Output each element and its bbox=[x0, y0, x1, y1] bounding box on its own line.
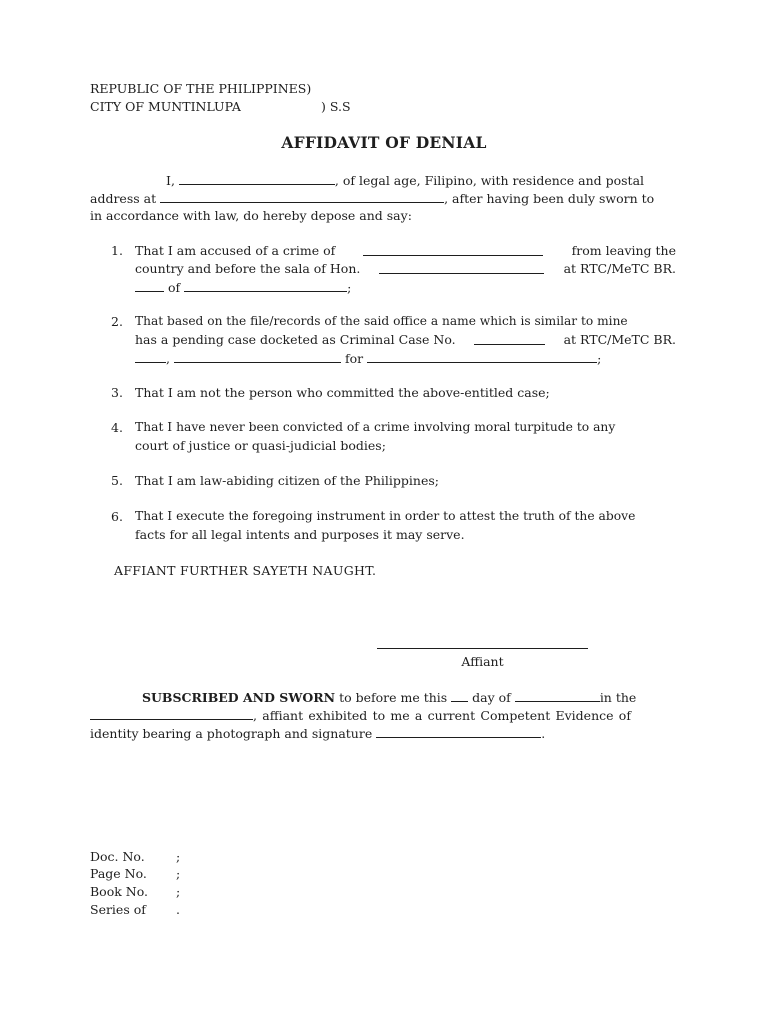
document-title: AFFIDAVIT OF DENIAL bbox=[281, 133, 487, 152]
notarial-punct: ; bbox=[176, 866, 181, 881]
item-text: , bbox=[166, 351, 170, 366]
item-number: 5. bbox=[111, 473, 123, 488]
notarial-label: Page No. bbox=[90, 866, 147, 881]
judge-name-blank[interactable] bbox=[379, 260, 544, 274]
notarial-label: Doc. No. bbox=[90, 849, 145, 864]
item-1-line-1 bbox=[135, 242, 676, 260]
location-blank[interactable] bbox=[174, 349, 341, 363]
item-3-line-1: That I am not the person who committed the above-entitled case; bbox=[135, 385, 550, 400]
jurat-line-2 bbox=[90, 706, 676, 725]
branch-blank[interactable] bbox=[135, 278, 164, 292]
jurat-text: , affiant exhibited to me a current Competent Evidence of bbox=[253, 708, 631, 723]
closing-statement: AFFIANT FURTHER SAYETH NAUGHT. bbox=[114, 563, 377, 578]
jurat-line-1 bbox=[142, 688, 676, 707]
header-republic: REPUBLIC OF THE PHILIPPINES) bbox=[90, 81, 312, 96]
notarial-punct: ; bbox=[176, 849, 181, 864]
item-5-line-1: That I am law-abiding citizen of the Philippines; bbox=[135, 473, 440, 488]
notarial-label: Series of bbox=[90, 902, 146, 917]
jurat-bold: SUBSCRIBED AND SWORN bbox=[142, 690, 336, 705]
place-blank[interactable] bbox=[90, 706, 253, 720]
item-number: 6. bbox=[111, 509, 123, 524]
item-2-line-3 bbox=[135, 349, 676, 368]
item-number: 4. bbox=[111, 420, 123, 435]
case-number-blank[interactable] bbox=[474, 331, 545, 345]
id-blank[interactable] bbox=[376, 724, 541, 738]
month-blank[interactable] bbox=[515, 688, 600, 702]
header-ss: ) S.S bbox=[321, 99, 351, 114]
item-text: from leaving the bbox=[571, 243, 676, 258]
item-number: 2. bbox=[111, 314, 123, 329]
item-text: ; bbox=[597, 351, 602, 366]
item-4-line-2: court of justice or quasi-judicial bodies; bbox=[135, 438, 386, 453]
item-text: for bbox=[344, 351, 364, 366]
item-text: at RTC/MeTC BR. bbox=[563, 332, 676, 347]
intro-line-2 bbox=[90, 189, 676, 208]
item-text: has a pending case docketed as Criminal Case No. bbox=[135, 332, 456, 347]
affiant-label: Affiant bbox=[461, 654, 504, 669]
jurat-text: in the bbox=[599, 690, 637, 705]
item-text: at RTC/MeTC BR. bbox=[563, 261, 676, 276]
intro-text: , of legal age, Filipino, with residence and postal bbox=[334, 173, 645, 188]
item-text: country and before the sala of Hon. bbox=[135, 261, 361, 276]
intro-text: I, bbox=[166, 173, 175, 188]
item-2-line-2 bbox=[135, 331, 676, 349]
notarial-punct: . bbox=[176, 902, 180, 917]
signature-line[interactable] bbox=[377, 648, 588, 649]
item-text: of bbox=[167, 280, 181, 295]
location-blank[interactable] bbox=[184, 278, 347, 292]
intro-line-3: in accordance with law, do hereby depose and say: bbox=[90, 208, 412, 223]
intro-text: address at bbox=[90, 191, 157, 206]
jurat-text: identity bearing a photograph and signature bbox=[90, 726, 373, 741]
intro-text: , after having been duly sworn to bbox=[444, 191, 655, 206]
jurat-text: . bbox=[541, 726, 546, 741]
item-2-line-1: That based on the file/records of the said office a name which is similar to mine bbox=[135, 314, 628, 328]
item-4-line-1: That I have never been convicted of a crime involving moral turpitude to any bbox=[135, 420, 616, 434]
item-text: ; bbox=[347, 280, 352, 295]
item-6-line-2: facts for all legal intents and purposes it may serve. bbox=[135, 527, 465, 542]
intro-line-1 bbox=[166, 171, 644, 190]
item-1-line-3 bbox=[135, 278, 676, 297]
item-6-line-1: That I execute the foregoing instrument in order to attest the truth of the above bbox=[135, 509, 636, 523]
jurat-line-3 bbox=[90, 724, 545, 743]
day-blank[interactable] bbox=[451, 688, 468, 702]
notarial-label: Book No. bbox=[90, 884, 149, 899]
offense-blank[interactable] bbox=[367, 349, 597, 363]
item-number: 1. bbox=[111, 243, 123, 258]
notarial-punct: ; bbox=[176, 884, 181, 899]
crime-blank[interactable] bbox=[363, 242, 543, 256]
jurat-text: to before me this bbox=[339, 690, 448, 705]
header-city: CITY OF MUNTINLUPA bbox=[90, 99, 241, 114]
branch-blank[interactable] bbox=[135, 349, 166, 363]
jurat-text: day of bbox=[472, 690, 511, 705]
item-1-line-2 bbox=[135, 260, 676, 278]
affiant-name-blank[interactable] bbox=[179, 171, 335, 185]
address-blank[interactable] bbox=[160, 189, 444, 203]
item-text: That I am accused of a crime of bbox=[135, 243, 336, 258]
item-number: 3. bbox=[111, 385, 123, 400]
